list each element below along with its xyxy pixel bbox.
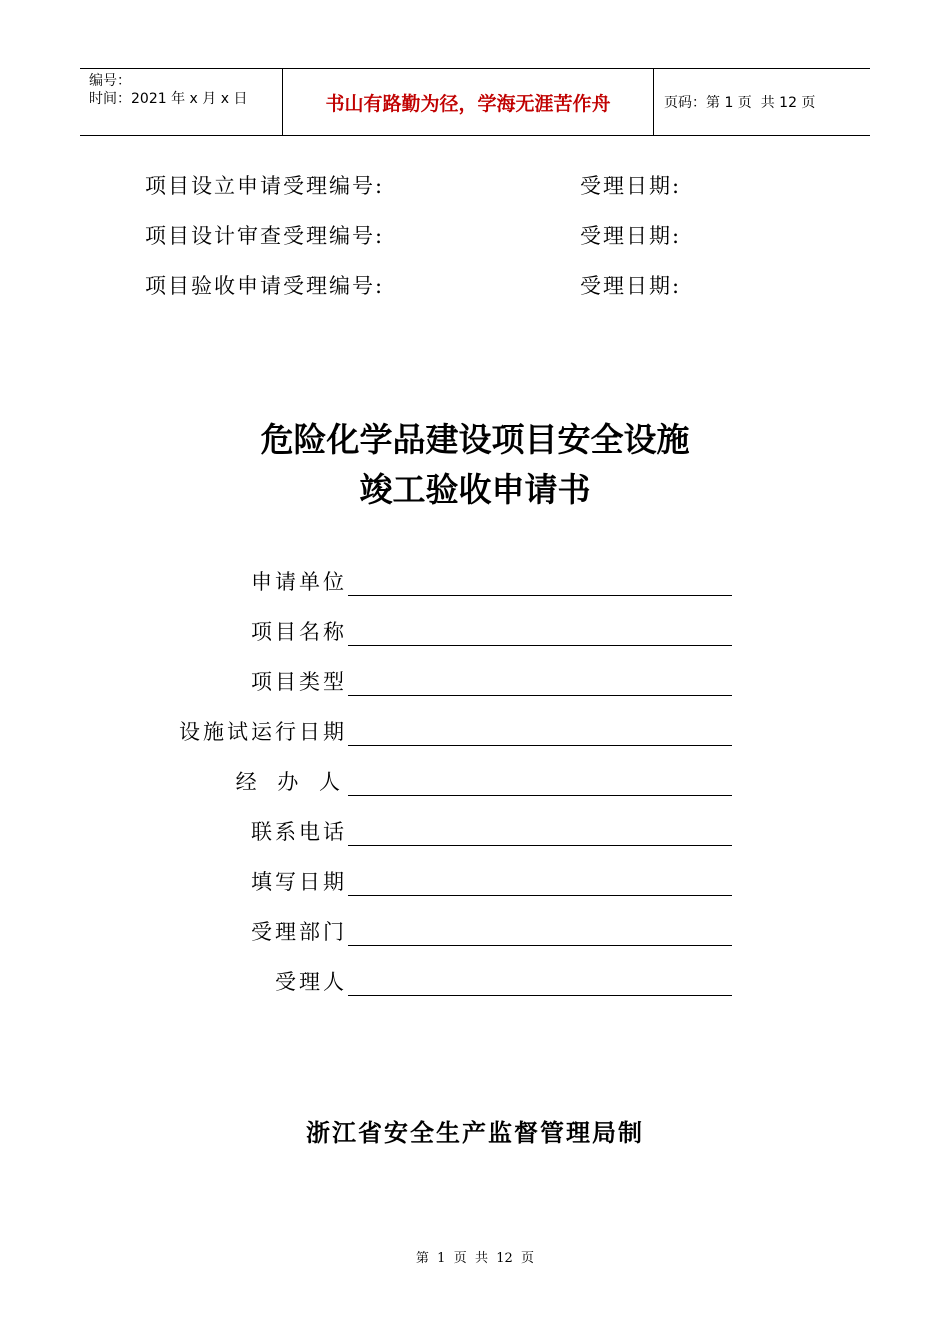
- field-blank-line[interactable]: [348, 845, 732, 846]
- acceptance-date-design: 受理日期:: [580, 224, 682, 248]
- field-project-type: [150, 666, 732, 696]
- field-label: 受理部门: [251, 920, 347, 944]
- field-label: 设施试运行日期: [179, 720, 347, 744]
- field-blank-line[interactable]: [348, 895, 732, 896]
- document-title-line1: 危险化学品建设项目安全设施: [260, 420, 690, 459]
- acceptance-number-inspection: 项目验收申请受理编号:: [145, 274, 385, 298]
- acceptance-date-inspection: 受理日期:: [580, 274, 682, 298]
- field-blank-line[interactable]: [348, 695, 732, 696]
- field-label: 经 办 人: [235, 770, 347, 794]
- header-page-info: [654, 69, 870, 135]
- field-label: 项目名称: [251, 620, 347, 644]
- field-blank-line[interactable]: [348, 795, 732, 796]
- field-blank-line[interactable]: [348, 645, 732, 646]
- field-blank-line[interactable]: [348, 995, 732, 996]
- field-project-name: [150, 616, 732, 646]
- field-receiving-department: [150, 916, 732, 946]
- field-label: 受理人: [275, 970, 347, 994]
- field-trial-run-date: [150, 716, 732, 746]
- number-label: 编号：: [89, 73, 131, 89]
- field-blank-line[interactable]: [348, 595, 732, 596]
- field-blank-line[interactable]: [348, 745, 732, 746]
- field-applicant-unit: [150, 566, 732, 596]
- time-label: 时间：2021 年 x 月 x 日: [89, 91, 248, 107]
- field-label: 项目类型: [251, 670, 347, 694]
- field-label: 联系电话: [251, 820, 347, 844]
- header-motto: [282, 69, 654, 135]
- field-label: 申请单位: [251, 570, 347, 594]
- document-title-line2: 竣工验收申请书: [359, 470, 591, 509]
- field-receiver: [150, 966, 732, 996]
- document-header: [80, 68, 870, 136]
- field-handler: [150, 766, 732, 796]
- field-label: 填写日期: [251, 870, 347, 894]
- page-footer: 第 1 页 共 12 页: [415, 1251, 535, 1266]
- acceptance-number-establish: 项目设立申请受理编号:: [145, 174, 385, 198]
- field-blank-line[interactable]: [348, 945, 732, 946]
- acceptance-number-design: 项目设计审查受理编号:: [145, 224, 385, 248]
- header-meta: [80, 69, 282, 135]
- field-fill-date: [150, 866, 732, 896]
- field-contact-phone: [150, 816, 732, 846]
- acceptance-date-establish: 受理日期:: [580, 174, 682, 198]
- page-info-text: 页码：第 1 页 共 12 页: [664, 95, 816, 111]
- motto-text: 书山有路勤为径，学海无涯苦作舟: [325, 92, 611, 115]
- issuing-authority: 浙江省安全生产监督管理局制: [306, 1118, 644, 1147]
